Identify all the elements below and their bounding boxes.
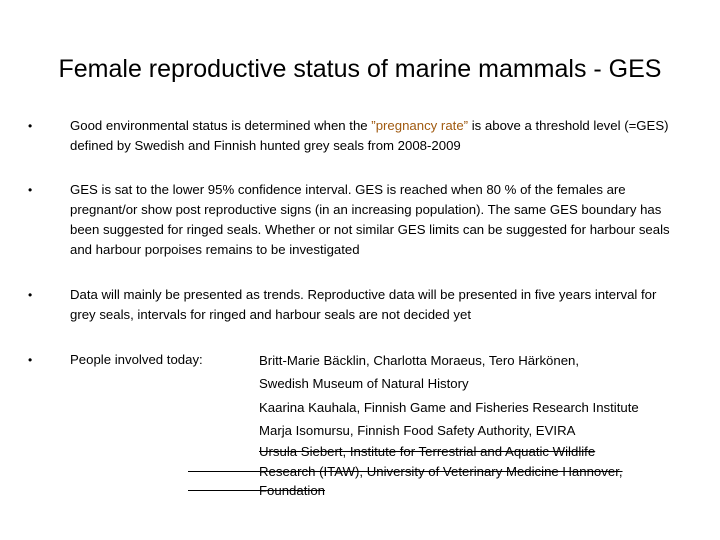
bullet-text-data-trends: Data will mainly be presented as trends. Reproductive data will be presented in five years interval for grey seals, intervals for ringed and harbour seals are not decided yet (70, 287, 657, 322)
text-segment: is above a threshold level (=GES) defined by Swedish and Finnish hunted grey seals from 2008-2009 (70, 118, 669, 153)
bullet-text-ges-definition (70, 116, 680, 156)
people-line-struck: Ursula Siebert, Institute for Terrestrial and Aquatic Wildlife (259, 444, 596, 459)
slide-title: Female reproductive status of marine mammals - GES (58, 55, 662, 83)
bullet-marker: • (28, 183, 33, 197)
people-line-struck: Research (ITAW), University of Veterinary Medicine Hannover, (259, 464, 623, 479)
strike-rule (188, 490, 268, 491)
people-line: Britt-Marie Bäcklin, Charlotta Moraeus, Tero Härkönen, (259, 353, 580, 368)
bullet-text-ges-threshold: GES is sat to the lower 95% confidence interval. GES is reached when 80 % of the females are pregnant/or show post reproductive signs (in an increasing population). The same GES boundary has been suggested for ringed seals. Whether or not similar GES limits can be suggested for harbour seals and harbour porpoises remains to be investigated (70, 182, 670, 257)
people-line: Marja Isomursu, Finnish Food Safety Authority, EVIRA (259, 423, 576, 438)
text-segment: Good environmental status is determined when the (70, 118, 372, 133)
pregnancy-rate-highlight: ”pregnancy rate” (371, 118, 469, 133)
bullet-marker: • (28, 119, 33, 133)
people-involved-label: People involved today: (70, 352, 203, 367)
people-line-struck: Foundation (259, 483, 325, 498)
bullet-marker: • (28, 353, 33, 367)
people-line: Swedish Museum of Natural History (259, 376, 469, 391)
bullet-marker: • (28, 288, 33, 302)
people-line: Kaarina Kauhala, Finnish Game and Fisheries Research Institute (259, 400, 639, 415)
strike-rule (188, 471, 268, 472)
